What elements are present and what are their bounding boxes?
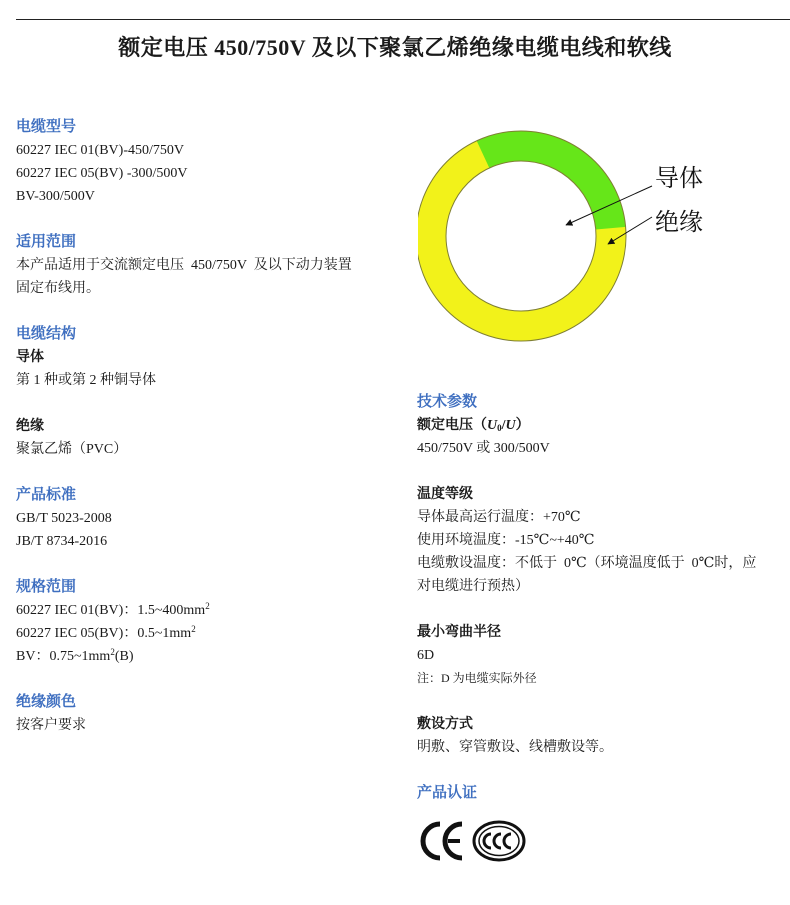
laying-label: 敷设方式 (417, 717, 473, 732)
voltage-symbol-u: U (505, 418, 516, 433)
conductor-text: 第 1 种或第 2 种铜导体 (16, 373, 156, 388)
cert-heading: 产品认证 (417, 785, 478, 801)
spec-line (16, 645, 396, 668)
certification-marks (418, 818, 528, 864)
spec-line (16, 599, 396, 622)
standard-line: GB/T 5023-2008 (16, 511, 112, 526)
diagram-insulation-label: 绝缘 (655, 208, 703, 236)
laying-text: 明敷、穿管敷设、线槽敷设等。 (417, 740, 613, 755)
model-line: 60227 IEC 05(BV) -300/500V (16, 166, 188, 181)
scope-heading: 适用范围 (16, 234, 77, 250)
voltage-label-prefix: 额定电压（ (417, 418, 487, 433)
ce-mark-icon (423, 824, 462, 858)
structure-section (16, 323, 396, 461)
cert-section (417, 782, 787, 805)
spec-heading: 规格范围 (16, 579, 77, 595)
color-text: 按客户要求 (16, 718, 86, 733)
model-line: 60227 IEC 01(BV)-450/750V (16, 143, 184, 158)
temp-line: 导体最高运行温度：+70℃ (417, 510, 581, 525)
ccc-mark-icon (474, 822, 524, 860)
standard-line: JB/T 8734-2016 (16, 534, 108, 549)
model-section (16, 116, 396, 208)
bend-value: 6D (417, 648, 435, 663)
right-column (417, 391, 787, 805)
temp-line: 电缆敷设温度：不低于 0℃（环境温度低于 0℃时，应 (417, 556, 757, 571)
insulation-ring (418, 131, 626, 341)
spec-line-sup: 2 (110, 647, 115, 657)
spec-section (16, 576, 396, 668)
temp-line: 对电缆进行预热） (417, 579, 529, 594)
scope-line: 固定布线用。 (16, 281, 100, 296)
color-heading: 绝缘颜色 (16, 694, 77, 710)
spec-line (16, 622, 396, 645)
scope-section (16, 231, 396, 300)
spec-line-text: BV：0.75~1mm (16, 649, 111, 664)
left-column (16, 116, 396, 737)
spec-line-sup: 2 (205, 601, 210, 611)
spec-line-sup: 2 (191, 624, 196, 634)
voltage-label (417, 414, 787, 437)
conductor-label: 导体 (16, 350, 44, 365)
tech-heading: 技术参数 (417, 394, 478, 410)
conductor-area (446, 161, 596, 311)
voltage-label-suffix: ） (515, 418, 530, 433)
standard-heading: 产品标准 (16, 487, 77, 503)
model-heading: 电缆型号 (16, 119, 77, 135)
top-rule (16, 19, 790, 20)
structure-heading: 电缆结构 (16, 326, 77, 342)
temp-line: 使用环境温度：-15℃~+40℃ (417, 533, 595, 548)
voltage-symbol-u0: U (487, 418, 498, 433)
standard-section (16, 484, 396, 553)
insulation-label: 绝缘 (16, 419, 44, 434)
cable-cross-section-diagram (418, 128, 718, 343)
voltage-symbol-subscript: 0 (497, 423, 502, 433)
voltage-symbol-separator: / (501, 418, 506, 433)
tech-section (417, 391, 787, 759)
voltage-value: 450/750V 或 300/500V (417, 441, 550, 456)
insulation-text: 聚氯乙烯（PVC） (16, 442, 128, 457)
bend-label: 最小弯曲半径 (417, 625, 501, 640)
color-section (16, 691, 396, 737)
model-line: BV-300/500V (16, 189, 95, 204)
scope-line: 本产品适用于交流额定电压 450/750V 及以下动力装置 (16, 258, 352, 273)
spec-line-suffix: (B) (114, 649, 134, 664)
bend-note: 注：D 为电缆实际外径 (417, 671, 537, 685)
diagram-conductor-label: 导体 (655, 164, 703, 192)
spec-line-text: 60227 IEC 05(BV)：0.5~1mm (16, 626, 192, 641)
temp-label: 温度等级 (417, 487, 473, 502)
page-title: 额定电压 450/750V 及以下聚氯乙烯绝缘电缆电线和软线 (118, 35, 672, 60)
spec-line-text: 60227 IEC 01(BV)：1.5~400mm (16, 603, 206, 618)
